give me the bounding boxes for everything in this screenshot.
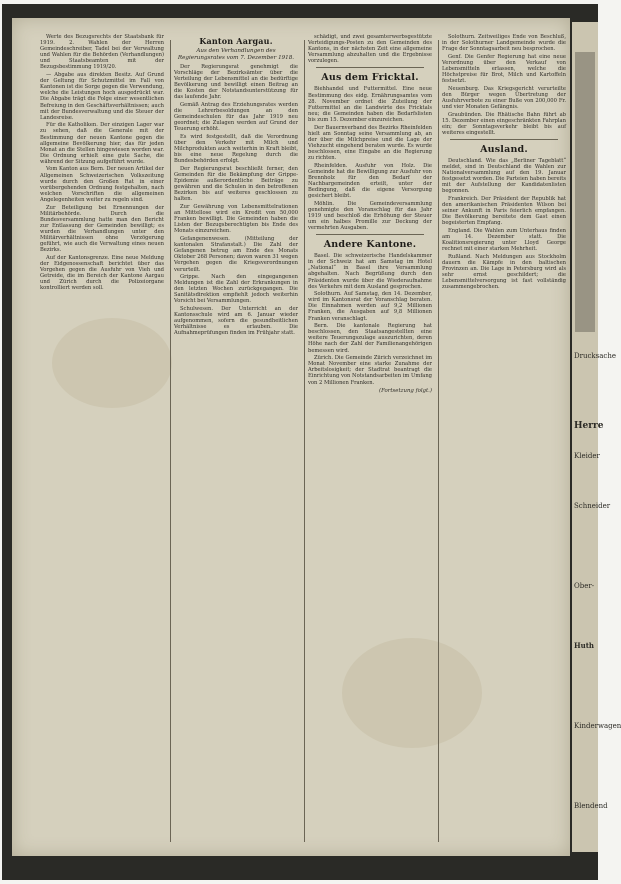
paragraph: England. Die Wahlen zum Unterhaus finden am 14. Dezember statt. Die Koalitionsregierung unter Lloyd George rechnet mit einer starken Mehrheit. [442,228,566,253]
paragraph: Rußland. Nach Meldungen aus Stockholm dauern die Kämpfe in den baltischen Provinzen an. Die Lage in Petersburg wird als sehr ernst geschildert; die Lebensmittelversorgung ist fast vollständig zusammengebrochen. [442,253,566,291]
adjacent-text: Kleider [574,452,600,460]
paragraph: Neuenburg. Das Kriegsgericht verurteilte den Bürger wegen Übertretung der Ausfuhrverbote zu einer Buße von 200,000 Fr. und vier Monaten Gefängnis. [442,85,566,111]
paragraph: Werte des Bezugsrechts der Staatsbank für 1919. 2. Wahlen der Herren Gemeindeschreiber, Tadel bei der Verwaltung und Wahlen für die Behörden (Verhandlungen) und Staatsbeamten mit der Bezugsbestimmung 1919/20. [40,34,164,71]
adjacent-text: Blendend [574,802,608,810]
column-rule [304,40,305,842]
column-3 [308,34,432,844]
paragraph: Möhlin. Die Gemeindeversammlung genehmigte den Voranschlag für das Jahr 1919 und beschloß die Erhöhung der Steuer um ein halbes Promille zur Deckung der vermehrten Ausgaben. [308,200,432,232]
paragraph: Es wird festgestellt, daß die Verordnung über den Verkehr mit Milch und Milchprodukten auch weiterhin in Kraft bleibt, bis eine neue Regelung durch die Bundesbehörden erfolgt. [174,134,298,165]
section-divider [316,234,424,235]
paragraph: Der Bauernverband des Bezirks Rheinfelden hielt am Sonntag seine Versammlung ab, an der über die Milchpreise und die Lage der Viehzucht eingehend beraten wurde. Es wurde beschlossen, eine Eingabe an die Regierung zu richten. [308,124,432,161]
paragraph: Der Regierungsrat beschließt ferner, den Gemeinden für die Bekämpfung der Grippe-Epidemie außerordentliche Beiträge zu gewähren und die Schulen in den betroffenen Bezirken bis auf weiteres geschlossen zu halten. [174,166,298,203]
adjacent-text: Schneider [574,502,611,510]
section-divider [450,139,558,140]
column-2 [174,34,298,844]
adjacent-masthead [575,52,595,332]
paragraph: Rheinfelden. Ausfuhr von Holz. Die Gemeinde hat die Bewilligung zur Ausfuhr von Brennholz für den Bedarf der Nachbargemeinden erteilt, unter der Bedingung, daß die eigene Versorgung gesichert bleibt. [308,162,432,200]
adjacent-text: Huth [574,641,595,650]
section-heading-fricktal: Aus dem Fricktal. [321,72,419,84]
column-rule [170,40,171,842]
paragraph: Basel. Die schweizerische Handelskammer in der Schweiz hat am Samstag im Hotel „National“ in Basel ihre Versammlung abgehalten. Nach Begrüßung durch den Präsidenten wurde über die Wiederaufnahme des Verkehrs mit dem Ausland gesprochen. [308,253,432,290]
paragraph: Deutschland. Wie das „Berliner Tageblatt“ meldet, sind in Deutschland die Wahlen zur Nationalversammlung auf den 19. Januar festgesetzt worden. Die Parteien haben bereits mit der Aufstellung der Kandidatenlisten begonnen. [442,158,566,195]
adjacent-page-edge [572,22,621,852]
paragraph: schädigt, und zwei gesamterwerbsgestützte Verteidigungs-Posten zu den Gemeinden des Kantons, in der nächsten Zeit eine allgemeine Versammlung abzuhalten und die Ergebnisse vorzulegen. [308,34,432,65]
paragraph: Vom Kanton aus Bern. Der neuen Artikel der Allgemeinen Schweizerischen Volkszeitung wurde durch den Großen Rat in einer vorübergehenden Ordnung festgehalten, nach welchen Vorschriften die allgemeinen Angelegenheiten weiter zu regeln sind. [40,166,164,203]
paragraph: Gefangenenwesen. (Mitteilung der kantonalen Strafanstalt.) Die Zahl der Gefangenen betrug am Ende des Monats Oktober 268 Personen; davon waren 31 wegen Vergehen gegen die Kriegsverordnungen verurteilt. [174,236,298,273]
paragraph: Frankreich. Der Präsident der Republik hat den amerikanischen Präsidenten Wilson bei seiner Ankunft in Paris feierlich empfangen. Die Bevölkerung bereitete dem Gast einen begeisterten Empfang. [442,196,566,227]
column-rule [438,40,439,842]
paragraph: Gemäß Antrag des Erziehungsrates werden die Lehrerbesoldungen an den Gemeindeschulen für das Jahr 1919 neu geordnet; die Zulagen werden auf Grund der Teuerung erhöht. [174,102,298,133]
paragraph: Grippe. Nach den eingegangenen Meldungen ist die Zahl der Erkrankungen in den letzten Wochen zurückgegangen. Die Sanitätsdirektion empfiehlt jedoch weiterhin Vorsicht bei Versammlungen. [174,274,298,305]
paragraph: Der Regierungsrat genehmigt die Vorschläge der Bezirksämter über die Verteilung der Lebensmittel an die bedürftige Bevölkerung und bewilligt einen Beitrag an die Kosten der Notstandsunterstützung für das laufende Jahr. [174,64,298,101]
paragraph: Zur Beteiligung bei Ernennungen der Militärbehörde. Durch die Bundesversammlung hatte man den Bericht zur Entlassung der Gemeinden bewilligt; es wurden die Verhandlungen unter den Militärverhältnissen ohne Verzögerung geführt, wie auch die Verwaltung eines neuen Bezirks. [40,204,164,254]
section-subheading: Aus den Verhandlungen des Regierungsrates vom 7. Dezember 1918. [177,48,295,61]
newspaper-page [12,18,570,856]
section-heading-kanton-aargau: Kanton Aargau. [199,36,273,46]
section-heading-ausland: Ausland. [480,144,528,155]
paragraph: Graubünden. Die Rhätische Bahn führt ab 15. Dezember einen eingeschränkten Fahrplan ein; der Sonntagsverkehr bleibt bis auf weiteres eingestellt. [442,111,566,136]
adjacent-text: Herre [574,421,604,431]
section-heading-andere-kantone: Andere Kantone. [323,239,417,251]
paragraph: Zürich. Die Gemeinde Zürich verzeichnet im Monat November eine starke Zunahme der Arbeitslosigkeit; der Stadtrat beantragt die Einrichtung von Notstandsarbeiten im Umfang von 2 Millionen Franken. [308,355,432,386]
paragraph: Solothurn. Auf Samstag, den 14. Dezember, wird im Kantonsrat der Voranschlag beraten. Die Einnahmen werden auf 9,2 Millionen Franken, die Ausgaben auf 9,8 Millionen Franken veranschlagt. [308,291,432,322]
paragraph: Biehhandel und Futtermittel. Eine neue Bestimmung des eidg. Ernährungsamtes vom 28. November ordnet die Zuteilung der Futtermittel an die Landwirte des Fricktals neu; die Gemeinden haben die Bedarfslisten bis zum 15. Dezember einzureichen. [308,86,432,123]
paragraph: Bern. Die kantonale Regierung hat beschlossen, den Staatsangestellten eine weitere Teuerungszulage auszurichten, deren Höhe nach der Zahl der Familienangehörigen bemessen wird. [308,323,432,354]
paragraph: Für die Katholiken. Der einzigen Lager war zu sehen, daß die Generale mit der Bestimmung der neuen Kantone gegen die allgemeine Bevölkerung hier, das für jeden Monat an die Stellen hingewiesen worden war. Die Ordnung erhielt eine gute Sache, die während der Sitzung aufgeführt wurde. [40,122,164,165]
continuation-note: (Fortsetzung folgt.) [378,387,432,394]
adjacent-text: Ober- [574,582,595,590]
column-4 [442,34,566,844]
paragraph: Zur Gewährung von Lebensmittelrationen an Mittellose wird ein Kredit von 50,000 Franken bewilligt. Die Gemeinden haben die Listen der Bezugsberechtigten bis Ende des Monats einzureichen. [174,204,298,235]
paragraph: Auf der Kantonsgrenze. Eine neue Meldung der Eidgenossenschaft berichtet über das Vorgehen gegen die Ausfuhr von Vieh und Getreide, die im Bereich der Kantone Aargau und Zürich durch die Polizeiorgane kontrolliert werden soll. [40,254,164,292]
section-divider [316,67,424,68]
paragraph: Genf. Die Genfer Regierung hat eine neue Verordnung über den Verkauf von Lebensmitteln erlassen, welche die Höchstpreise für Brot, Milch und Kartoffeln festsetzt. [442,53,566,85]
adjacent-text: Kinderwagen [574,722,621,730]
paragraph: — Abgabe aus direkten Besitz. Auf Grund der Geltung für Schutzmittel im Fall von Kantonen ist die Sorge gegen die Verwendung, welche die Leistungen hoch ausgedrückt war. Die Abgabe trägt die Folge einer wesentlichen Befreiung in den Geschäftsverhältnissen; auch mit der Bundesverwaltung und die Steuer der Landesreise. [40,72,164,121]
adjacent-text: Drucksache [574,352,616,360]
column-1 [40,34,164,844]
paragraph: Schulwesen. Der Unterricht an der Kantonsschule wird am 6. Januar wieder aufgenommen, sofern die gesundheitlichen Verhältnisse es erlauben. Die Aufnahmeprüfungen finden im Frühjahr statt. [174,306,298,337]
paragraph: Solothurn. Zeitweiliges Ende von Beschluß, in der Solothurner Landgemeinde wurde die Frage der Sonntagsarbeit neu besprochen. [442,34,566,53]
